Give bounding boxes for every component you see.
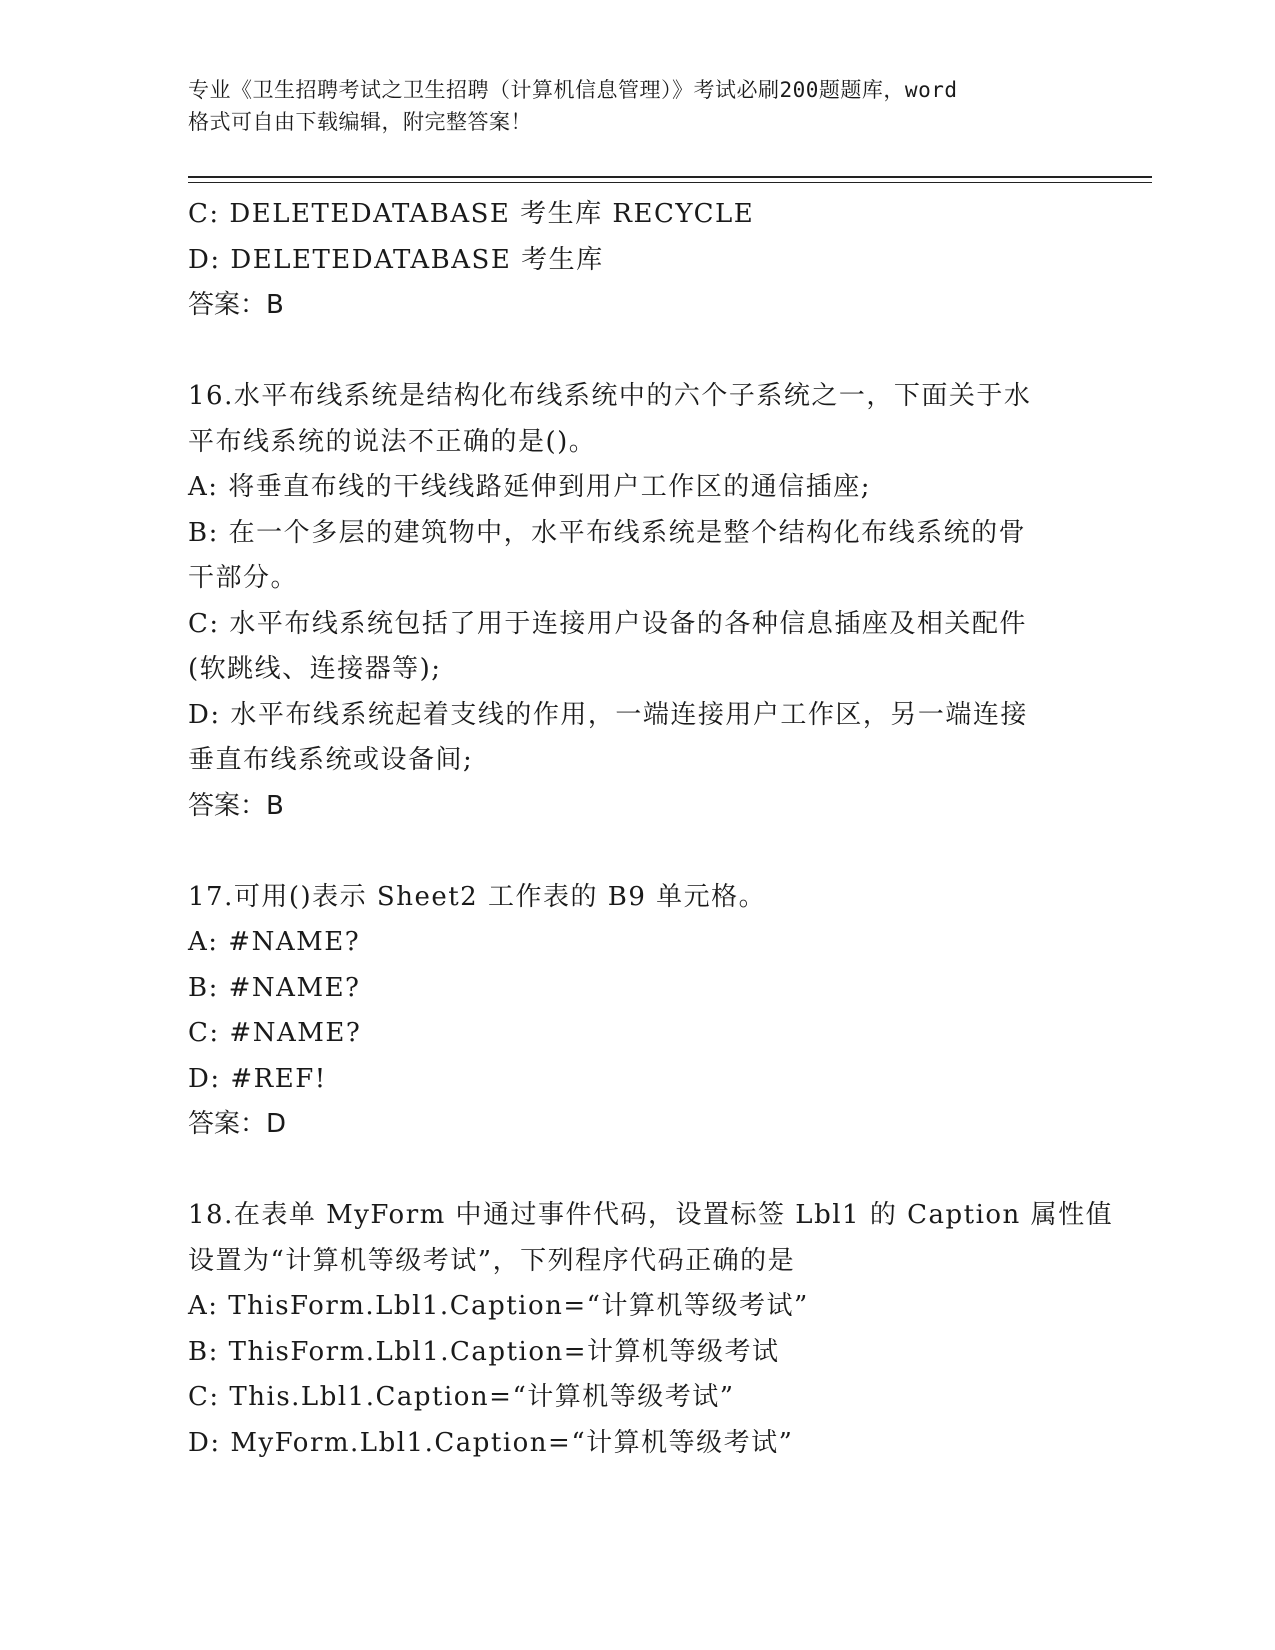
option-c-continued: (软跳线、连接器等); [188,654,442,684]
question-stem-continued: 平布线系统的说法不正确的是()。 [188,426,597,457]
option-b: B: #NAME? [188,972,361,1003]
question-15-remainder [188,192,1088,329]
option-d: D: #REF! [188,1063,327,1094]
option-a: A: 将垂直布线的干线线路延伸到用户工作区的通信插座; [188,472,872,502]
spacer [188,1148,1088,1194]
document-header [188,74,1088,138]
answer-line: 答案：B [188,290,284,320]
header-divider-thin [188,182,1152,183]
spacer [188,329,1088,375]
option-b: B: 在一个多层的建筑物中，水平布线系统是整个结构化布线系统的骨 [188,517,1027,548]
question-16 [188,374,1088,829]
document-body [188,192,1114,1466]
option-d: D: DELETEDATABASE 考生库 [188,244,604,275]
option-b-continued: 干部分。 [188,563,299,593]
question-stem: 18.在表单 MyForm 中通过事件代码，设置标签 Lbl1 的 Caption 属性值 [188,1200,1114,1230]
header-divider-thick [188,176,1152,178]
option-d: D: MyForm.Lbl1.Caption=“计算机等级考试” [188,1427,794,1458]
spacer [188,829,1088,875]
header-title-line-1: 专业《卫生招聘考试之卫生招聘（计算机信息管理）》考试必刷200题题库，word [188,78,958,102]
question-17 [188,875,1088,1148]
option-c: C: This.Lbl1.Caption=“计算机等级考试” [188,1382,735,1412]
question-18 [188,1193,1114,1466]
option-c: C: DELETEDATABASE 考生库 RECYCLE [188,199,755,229]
option-a: A: ThisForm.Lbl1.Caption=“计算机等级考试” [188,1291,809,1321]
option-c: C: #NAME? [188,1018,362,1048]
question-stem: 16.水平布线系统是结构化布线系统中的六个子系统之一，下面关于水 [188,381,1032,411]
option-a: A: #NAME? [188,927,361,957]
answer-line: 答案：B [188,790,284,821]
option-b: B: ThisForm.Lbl1.Caption=计算机等级考试 [188,1336,780,1367]
answer-line: 答案：D [188,1109,287,1139]
option-c: C: 水平布线系统包括了用于连接用户设备的各种信息插座及相关配件 [188,608,1027,639]
header-title-line-2: 格式可自由下载编辑，附完整答案！ [188,110,532,134]
option-d-continued: 垂直布线系统或设备间; [188,745,474,775]
option-d: D: 水平布线系统起着支线的作用，一端连接用户工作区，另一端连接 [188,699,1028,730]
question-stem-continued: 设置为“计算机等级考试”，下列程序代码正确的是 [188,1245,796,1276]
question-stem: 17.可用()表示 Sheet2 工作表的 B9 单元格。 [188,881,767,912]
